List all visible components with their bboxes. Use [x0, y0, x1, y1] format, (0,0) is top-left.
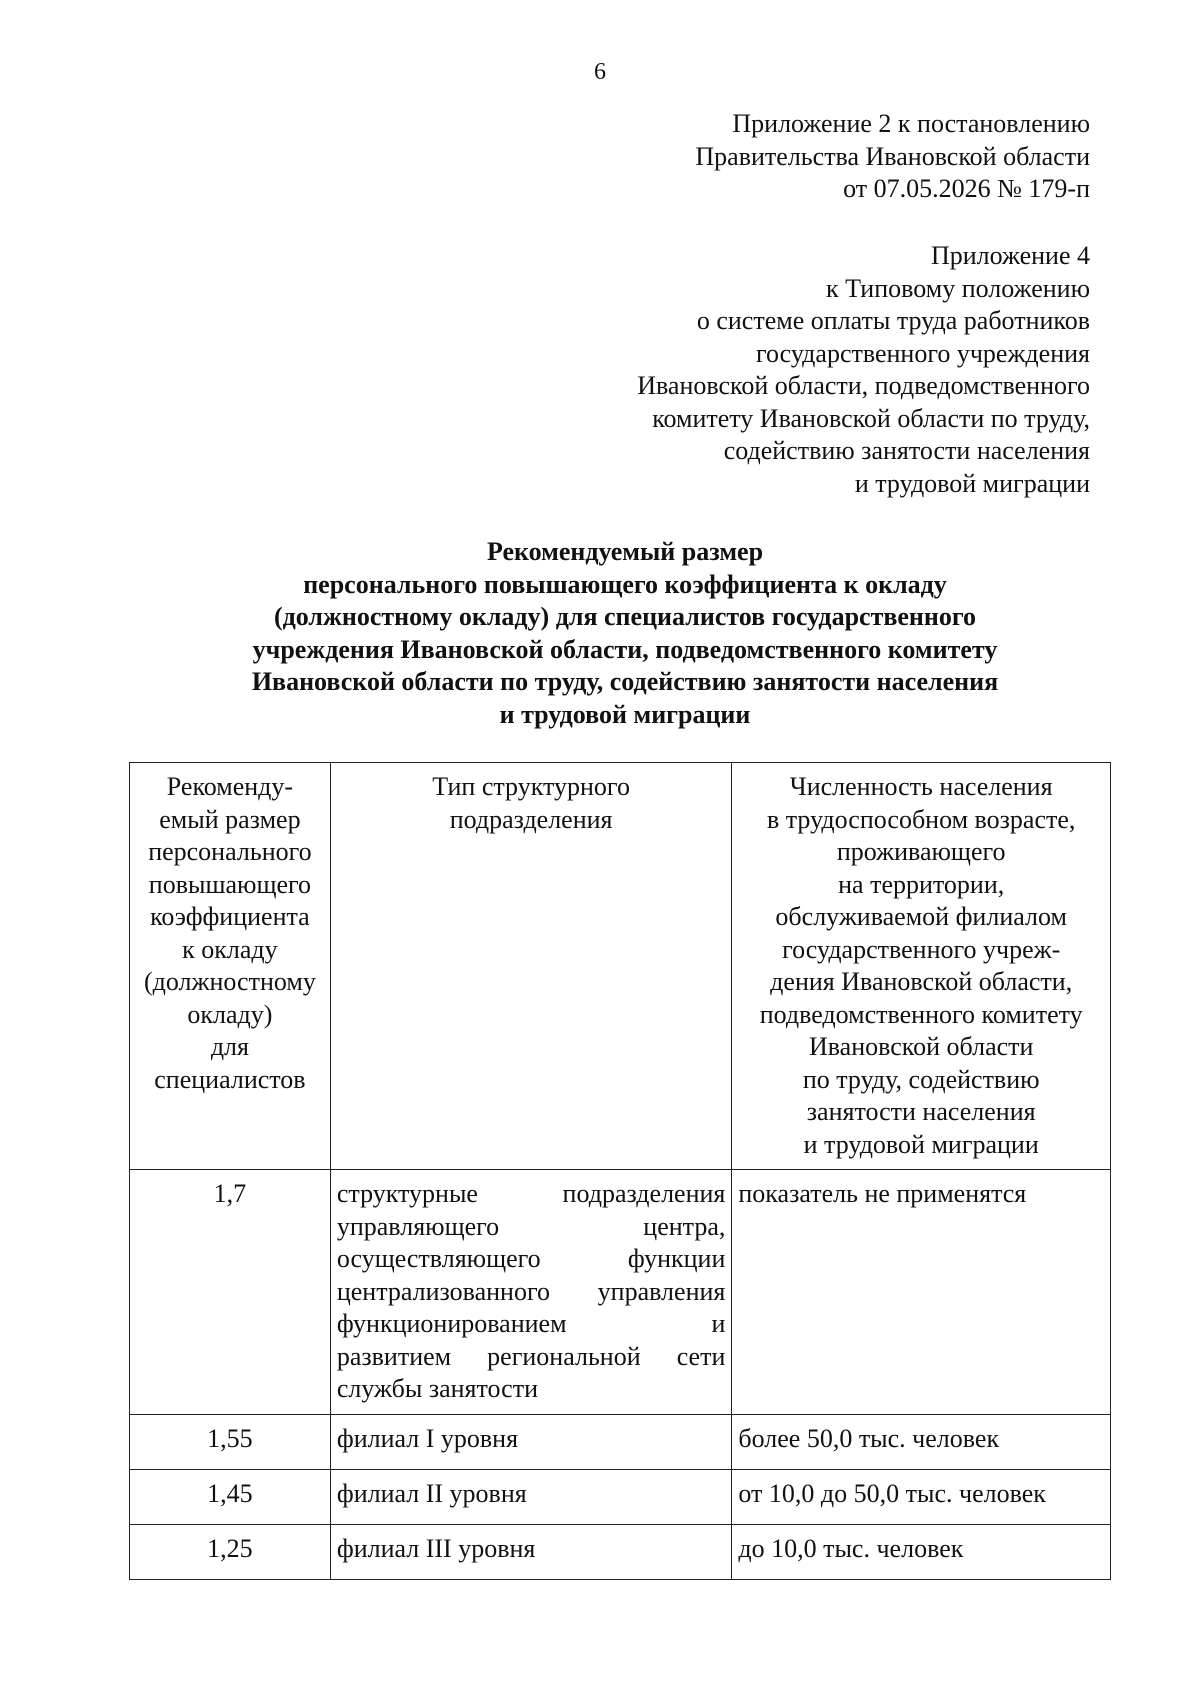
appendix-4-line: о системе оплаты труда работников: [696, 306, 1090, 335]
header-line: Численность населения: [789, 772, 1053, 801]
unit-type-line: функционированием и: [336, 1309, 726, 1338]
header-line: подведомственного комитету: [759, 999, 1083, 1029]
coefficient-cell: 1,7: [130, 1170, 331, 1415]
header-line: (должностному: [144, 967, 316, 996]
appendix-4-line: Ивановской области, подведомственного: [637, 371, 1090, 400]
appendix-4-line: к Типовому положению: [825, 273, 1090, 303]
page-number: 6: [594, 59, 606, 85]
appendix-2-reference: [695, 108, 1090, 206]
header-line: повышающего: [148, 869, 312, 899]
header-line: Рекоменду-: [166, 772, 294, 801]
title-line: (должностному окладу) для специалистов государственного: [273, 602, 977, 631]
title-line: Рекомендуемый размер: [486, 537, 764, 566]
coefficient-table: [129, 762, 1111, 1580]
appendix-4-line: Приложение 4: [930, 241, 1090, 270]
table-row: [130, 1469, 1111, 1524]
appendix-2-line: от 07.05.2026 № 179-п: [843, 174, 1090, 203]
appendix-4-reference: [637, 240, 1090, 500]
title-line: учреждения Ивановской области, подведомственного комитету: [252, 634, 998, 664]
unit-type-cell: филиал III уровня: [330, 1524, 732, 1579]
population-cell: показатель не применятся: [732, 1170, 1111, 1415]
unit-type-cell: [330, 1170, 732, 1415]
appendix-4-line: государственного учреждения: [755, 338, 1090, 368]
header-line: обслуживаемой филиалом: [775, 902, 1067, 931]
header-line: дения Ивановской области,: [770, 967, 1073, 996]
table-row: [130, 1170, 1111, 1415]
unit-type-line: осуществляющего функции: [336, 1244, 726, 1273]
unit-type-line: управляющего центра,: [336, 1211, 726, 1241]
unit-type-cell: филиал II уровня: [330, 1469, 732, 1524]
header-line: государственного учреж-: [782, 934, 1061, 964]
table-row: [130, 1414, 1111, 1469]
header-line: Тип структурного: [432, 772, 630, 801]
header-line: для: [210, 1032, 249, 1061]
unit-type-line: структурные подразделения: [336, 1179, 726, 1208]
unit-type-line: развитием региональной сети: [336, 1341, 726, 1371]
header-line: проживающего: [836, 837, 1006, 866]
population-cell: до 10,0 тыс. человек: [732, 1524, 1111, 1579]
appendix-4-line: содействию занятости населения: [723, 436, 1090, 465]
title-line: персонального повышающего коэффициента к окладу: [303, 569, 947, 599]
document-title: [0, 536, 1200, 731]
header-population: [732, 763, 1111, 1170]
appendix-4-line: и трудовой миграции: [854, 468, 1090, 498]
population-cell: от 10,0 до 50,0 тыс. человек: [732, 1469, 1111, 1524]
table-row: [130, 1524, 1111, 1579]
header-coefficient: [130, 763, 331, 1170]
header-line: на территории,: [838, 869, 1005, 899]
unit-type-line: централизованного управления: [336, 1276, 726, 1306]
title-line: Ивановской области по труду, содействию занятости населения: [251, 667, 999, 696]
coefficient-cell: 1,55: [130, 1414, 331, 1469]
header-line: по труду, содействию: [802, 1064, 1040, 1094]
header-line: коэффициента: [150, 902, 310, 931]
appendix-2-line: Правительства Ивановской области: [695, 141, 1090, 171]
coefficient-cell: 1,45: [130, 1469, 331, 1524]
appendix-2-line: Приложение 2 к постановлению: [732, 109, 1090, 138]
header-line: емый размер: [159, 804, 301, 834]
table-header-row: [130, 763, 1111, 1170]
unit-type-cell: филиал I уровня: [330, 1414, 732, 1469]
header-unit-type: [330, 763, 732, 1170]
header-line: специалистов: [154, 1064, 306, 1094]
title-line: и трудовой миграции: [499, 699, 751, 729]
header-line: занятости населения: [806, 1097, 1036, 1126]
population-cell: более 50,0 тыс. человек: [732, 1414, 1111, 1469]
header-line: к окладу: [182, 934, 278, 964]
coefficient-cell: 1,25: [130, 1524, 331, 1579]
header-line: окладу): [187, 999, 273, 1029]
appendix-4-line: комитету Ивановской области по труду,: [652, 403, 1090, 433]
header-line: Ивановской области: [808, 1032, 1034, 1061]
header-line: и трудовой миграции: [803, 1129, 1039, 1159]
header-line: подразделения: [449, 804, 613, 834]
header-line: персонального: [148, 837, 312, 866]
header-line: в трудоспособном возрасте,: [766, 804, 1076, 834]
unit-type-line: службы занятости: [336, 1374, 539, 1403]
